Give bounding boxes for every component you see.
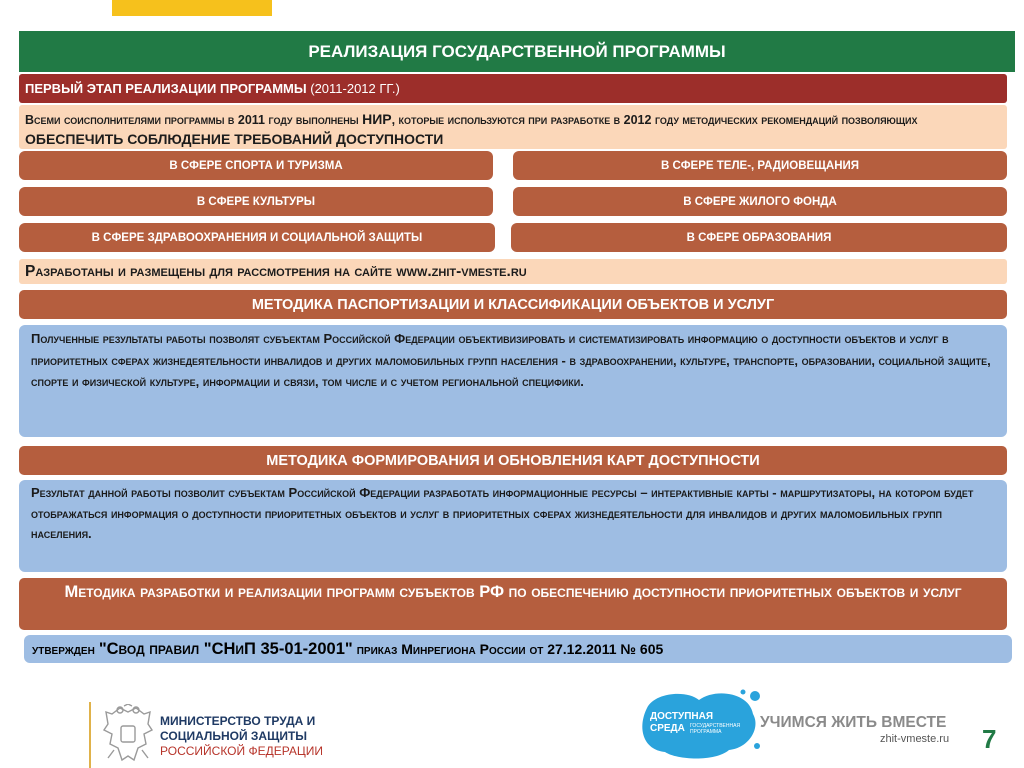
method-maps-result bbox=[19, 480, 1007, 572]
ministry-line: СОЦИАЛЬНОЙ ЗАЩИТЫ bbox=[160, 729, 308, 743]
method-title-text: МЕТОДИКА ПАСПОРТИЗАЦИИ И КЛАССИФИКАЦИИ ОБЪЕКТОВ И УСЛУГ bbox=[251, 296, 775, 313]
developed-notice bbox=[19, 259, 1007, 284]
nir-highlight: ОБЕСПЕЧИТЬ СОБЛЮДЕНИЕ ТРЕБОВАНИЙ ДОСТУПНОСТИ bbox=[25, 131, 444, 147]
sphere-broadcasting bbox=[513, 151, 1007, 180]
approval-note bbox=[24, 635, 1012, 663]
stage-header bbox=[19, 74, 1007, 103]
logo-line: СРЕДА bbox=[650, 723, 685, 734]
logo-sub-line: ПРОГРАММА bbox=[690, 729, 722, 735]
sphere-housing bbox=[513, 187, 1007, 216]
site-url: zhit-vmeste.ru bbox=[880, 733, 950, 745]
logo-sub-line: ГОСУДАРСТВЕННАЯ bbox=[690, 723, 741, 729]
method-passport-result bbox=[19, 325, 1007, 437]
sphere-label: В СФЕРЕ СПОРТА И ТУРИЗМА bbox=[169, 159, 343, 172]
developed-text: Разработаны и размещены для рассмотрения на сайте www.zhit-vmeste.ru bbox=[25, 262, 527, 280]
approval-prefix: утвержден bbox=[32, 641, 95, 657]
nir-text-part1: Всеми соисполнителями программы в 2011 году выполнены bbox=[25, 113, 363, 127]
footer-divider bbox=[89, 702, 91, 768]
ministry-line: МИНИСТЕРСТВО ТРУДА И bbox=[160, 714, 316, 728]
sphere-label: В СФЕРЕ КУЛЬТУРЫ bbox=[196, 195, 316, 208]
method-result-text: Полученные результаты работы позволят субъектам Российской Федерации объективизировать и систематизировать информацию о доступности объектов и услуг в приоритетных сферах жизнедеятельности инвалидов и других маломобильных групп населения - в здравоохранении, культуре, транспорте, образовании, социальной защите, спорте и физической культуре, информации и связи, том числе и с учетом региональной специфики. bbox=[31, 331, 991, 389]
slogan: УЧИМСЯ ЖИТЬ ВМЕСТЕ bbox=[760, 714, 947, 731]
sphere-label: В СФЕРЕ ТЕЛЕ-, РАДИОВЕЩАНИЯ bbox=[660, 159, 860, 172]
sphere-education bbox=[511, 223, 1007, 252]
logo-subtext bbox=[690, 723, 740, 735]
sphere-healthcare bbox=[19, 223, 495, 252]
sphere-sports bbox=[19, 151, 493, 180]
sphere-label: В СФЕРЕ ЗДРАВООХРАНЕНИЯ И СОЦИАЛЬНОЙ ЗАЩИТЫ bbox=[91, 231, 423, 244]
sphere-culture bbox=[19, 187, 493, 216]
approval-snip: "Свод правил "СНиП 35-01-2001" bbox=[98, 639, 353, 658]
ministry-name bbox=[160, 714, 323, 759]
method-programs-text: Методика разработки и реализации программ субъектов РФ по обеспечению доступности приоритетных объектов и услуг bbox=[64, 583, 962, 601]
logo-line: ДОСТУПНАЯ bbox=[650, 711, 714, 722]
method-programs-title bbox=[19, 578, 1007, 630]
sphere-label: В СФЕРЕ ОБРАЗОВАНИЯ bbox=[686, 231, 832, 244]
nir-summary bbox=[19, 105, 1007, 149]
stage-label: ПЕРВЫЙ ЭТАП РЕАЛИЗАЦИИ ПРОГРАММЫ bbox=[25, 81, 307, 96]
page-number: 7 bbox=[982, 724, 997, 754]
method-result-text: Результат данной работы позволит субъектам Российской Федерации разработать информационные ресурсы – интерактивные карты - маршрутизаторы, на котором будет отображаться информация о доступности приоритетных объектов и услуг в приоритетных сферах жизнедеятельности для инвалидов и других маломобильных групп населения. bbox=[31, 485, 974, 541]
ministry-line: РОССИЙСКОЙ ФЕДЕРАЦИИ bbox=[160, 744, 324, 758]
stage-years: (2011-2012 ГГ.) bbox=[310, 81, 400, 96]
nir-text-part2: , которые используются при разработке в 2012 году методических рекомендаций позволяющих bbox=[391, 113, 918, 127]
method-title-text: МЕТОДИКА ФОРМИРОВАНИЯ И ОБНОВЛЕНИЯ КАРТ ДОСТУПНОСТИ bbox=[266, 452, 760, 469]
nir-acronym: НИР bbox=[362, 111, 392, 127]
sphere-label: В СФЕРЕ ЖИЛОГО ФОНДА bbox=[683, 195, 837, 208]
top-accent-tab bbox=[112, 0, 272, 16]
approval-suffix: приказ Минрегиона России от 27.12.2011 № 605 bbox=[356, 641, 664, 657]
coat-of-arms-icon bbox=[100, 704, 156, 766]
method-passport-title bbox=[19, 290, 1007, 319]
method-maps-title bbox=[19, 446, 1007, 475]
slide-title-text: РЕАЛИЗАЦИЯ ГОСУДАРСТВЕННОЙ ПРОГРАММЫ bbox=[308, 41, 726, 61]
slide-title bbox=[19, 31, 1015, 72]
